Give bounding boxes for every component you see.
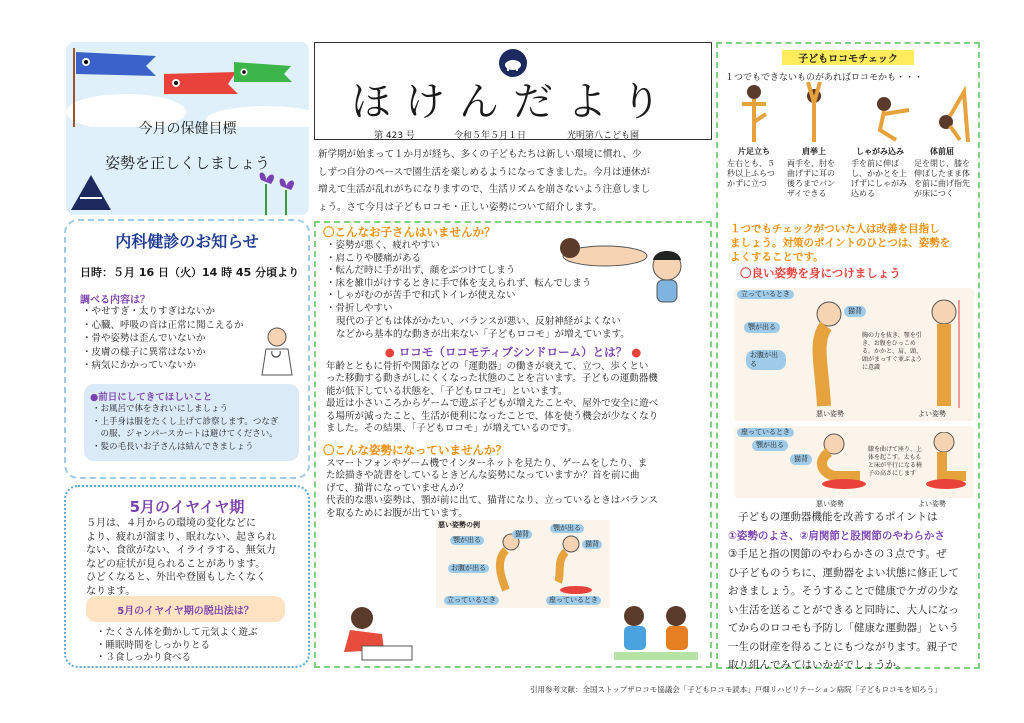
request-item: ・お風呂で体をきれいにしましょう	[92, 404, 229, 414]
fig-belly: お腹が出る	[448, 564, 489, 573]
drawing-child-illustration	[322, 600, 432, 664]
q2-body: スマートフォンやゲーム機でインターネットを見たり、ゲームをしたり、ま た絵描きや読書をしているときどんな姿勢になっていますか？首を前に曲 げて、猫背になっていませんか？ 代表的な悪い姿勢は、顎が前に出て、猫背になり、立っているときはバランス を取るためにお腹が出ています。	[326, 458, 659, 519]
fig-cat: 猫背	[512, 530, 532, 539]
check-item-0: 片足立ち 左右とも、５秒以上ふらつかずに立つ	[727, 147, 775, 188]
request-item: の服、ジャンパースカートは避けてください。	[92, 429, 278, 439]
sitting-posture-panel	[734, 426, 974, 498]
checkup-date: 日時：５月 16 日（火）14 時 45 分頃より	[80, 266, 300, 279]
iyaiya-tips: ・たくさん体を動かして元気よく遊ぶ ・睡眠時間をしっかりとる ・３食しっかり食べる	[96, 627, 258, 663]
advice-text: １つでもチェックがついた人は改善を目指し ましょう。対策のポイントのひとつは、姿勢を よくすることです。	[730, 223, 951, 263]
good-label: よい姿勢	[918, 500, 946, 508]
checkup-items-label: 調べる内容は？	[80, 295, 150, 306]
note-sit: 膝を曲げて座り、上体を起こす。太ももと床が平行になる椅子の高さにします	[868, 446, 923, 477]
good-label: よい姿勢	[918, 410, 946, 418]
school-name: 光明第八こども園	[567, 131, 640, 141]
check-item-3: 体前屈 足を閉じ、膝を伸ばしたまま体を前に曲げ指先が床につく	[914, 147, 970, 198]
fig-sit: 座っているとき	[546, 596, 601, 605]
goal-panel	[66, 42, 309, 215]
checkup-item: ・骨や姿勢は歪んでいないか	[82, 333, 206, 344]
carp-streamer-illustration	[66, 42, 309, 127]
checkup-item: ・やせすぎ・太りすぎはないか	[82, 306, 216, 317]
label-belly: お腹が出る	[746, 350, 786, 370]
children-gaming-illustration	[604, 600, 708, 664]
iyaiya-tips-title: 5月のイヤイヤ期の脱出法は？	[117, 606, 254, 617]
check-item-1: 肩挙上 両手を、肘を曲げずに耳の後ろまでバンザイできる	[787, 147, 835, 198]
checkup-items	[82, 305, 244, 373]
request-item: ・上手身は服をたくし上げて診察します。つなぎ	[92, 416, 279, 427]
q2-title: 〇こんな姿勢になっていませんか？	[323, 443, 507, 457]
standing-posture-panel	[734, 288, 974, 421]
fig-stand: 立っているとき	[444, 596, 499, 605]
checkup-item: ・心臓、呼吸の音は正常に聞こえるか	[82, 319, 244, 331]
label-chin: 顎が出る	[752, 440, 788, 451]
q1-note: 現代の子どもは体がかたい、バランスが悪い、反射神経がよくない などから基本的な動きが出来ない「子どもロコモ」が増えています。	[336, 316, 630, 340]
checkup-item: ・病気にかかっていないか	[82, 360, 197, 371]
posture-sit-label: 座っているとき	[737, 428, 794, 437]
label-chin: 顎が出る	[744, 322, 780, 333]
request-list	[92, 403, 278, 453]
references: 引用参考文献：全国ストップザロコモ協議会「子どもロコモ読本」戸畑リハビリテーション病院「子どもロコモを知ろう」	[530, 685, 942, 694]
points-text: 子どもの運動器機能を改善するポイントは ①姿勢のよさ、②肩関節と股関節のやわらかさ ③手足と指の関節のやわらかさの３点です。ぜ ひ子どものうちに、運動器をよい状態に修正して おきましょう。そうすることで健康でケガの少な い生活を送ることができると同時に、大人になっ てからのロコモも予防し「健康な運動器」という 一生の財産を得ることにもつながります。親子で 取り組んでみてはいかがでしょうか。	[728, 511, 959, 671]
note-stand: 胸の力を抜き、顎を引き、お腹をひっこめる。かかと、肩、頭、頭がまっすぐ並ぶように意識	[862, 332, 923, 371]
bad-label: 悪い姿勢	[816, 500, 844, 508]
checkup-item: ・皮膚の様子に異常はないか	[82, 346, 206, 358]
iyaiya-title: 5月のイヤイヤ期	[129, 498, 245, 516]
label-cat: 猫背	[844, 306, 866, 317]
intro-text: 新学期が始まって１か月が経ち、多くの子どもたちは新しい環境に慣れ、少 しずつ自分のペースで園生活を楽しめるようになってきました。今月は連休が 増えて生活が乱れがちになりますので、生活リズムを崩さないよう注意しまし ょう。さて今月は子どもロコモ・正しい姿勢について紹介します。	[318, 149, 651, 213]
bad-label: 悪い姿勢	[816, 410, 844, 418]
fig-chin: 顎が出る	[450, 536, 484, 545]
posture-stand-label: 立っているとき	[737, 290, 794, 299]
label-cat: 猫背	[790, 454, 812, 465]
helmet-iris-illustration	[66, 170, 309, 215]
request-label: ●前日にしてきてほしいこと	[90, 392, 213, 403]
monthly-goal: 姿勢を正しくしましょう	[104, 154, 270, 172]
good-posture-title: 〇良い姿勢を身につけましょう	[740, 266, 901, 280]
request-item: ・髪の毛長いお子さんは結んできましょう	[92, 441, 254, 452]
bad-posture-label: 悪い姿勢の例	[438, 521, 480, 529]
fig-cat: 猫背	[582, 540, 602, 549]
iyaiya-body: ５月は、４月からの環境の変化などに より、疲れが溜まり、眠れない、起きられ ない、食欲がない、イライラする、無気力 などの症状が見られることがあります。 ひどくなると、外出や登園もしたくなく なります。	[86, 518, 276, 597]
doctor-illustration	[252, 325, 302, 380]
check-title: 子どもロコモチェック	[782, 50, 914, 65]
issue-number: 第 423 号	[374, 131, 415, 141]
q1-title: 〇こんなお子さんはいませんか？	[323, 225, 496, 239]
flower-icon: ●	[631, 345, 642, 359]
locomo-title: ● ロコモ（ロコモティブシンドローム）とは？ ●	[384, 345, 642, 359]
monthly-goal-label: 今月の保健目標	[138, 121, 237, 137]
bad-posture-figure	[436, 520, 610, 608]
issue-date: 令和５年５月１日	[454, 131, 527, 141]
fig-chin: 顎が出る	[550, 524, 584, 533]
locomo-body: 年齢とともに骨折や関節などの「運動器」の働きが衰えて、立つ、歩くとい った移動する動きがしにくくなった状態のことを言います。子どもの運動器機 能が低下している状態を、「子どもロコモ」といいます。 最近は小さいころからゲームで遊ぶ子どもが増えたことや、屋外で安全に遊べ る場所が減ったこと、生活が便利になったことで、体を使う機会が少なくなり ました。その結果、「子どもロコモ」が増えているのです。	[326, 361, 659, 435]
check-item-2: しゃがみ込み 手を前に伸ばし、かかとを上げずにしゃがみ込める	[851, 147, 907, 198]
q1-items: ・姿勢が悪く、疲れやすい ・肩こりや腰痛がある ・転んだ時に手が出ず、顔をぶつけてしまう ・床を雑巾がけするときに手で体を支えられず、転んでしまう ・しゃがむのが苦手で和式トイレが使えない ・骨折しやすい	[326, 240, 592, 314]
locomo-check-illustration	[724, 82, 974, 144]
page-title: ほけんだより	[351, 79, 675, 125]
checkup-title: 内科健診のお知らせ	[115, 232, 259, 251]
check-sub: １つでもできないものがあればロコモかも・・・	[725, 73, 924, 83]
flower-icon: ●	[384, 345, 395, 359]
